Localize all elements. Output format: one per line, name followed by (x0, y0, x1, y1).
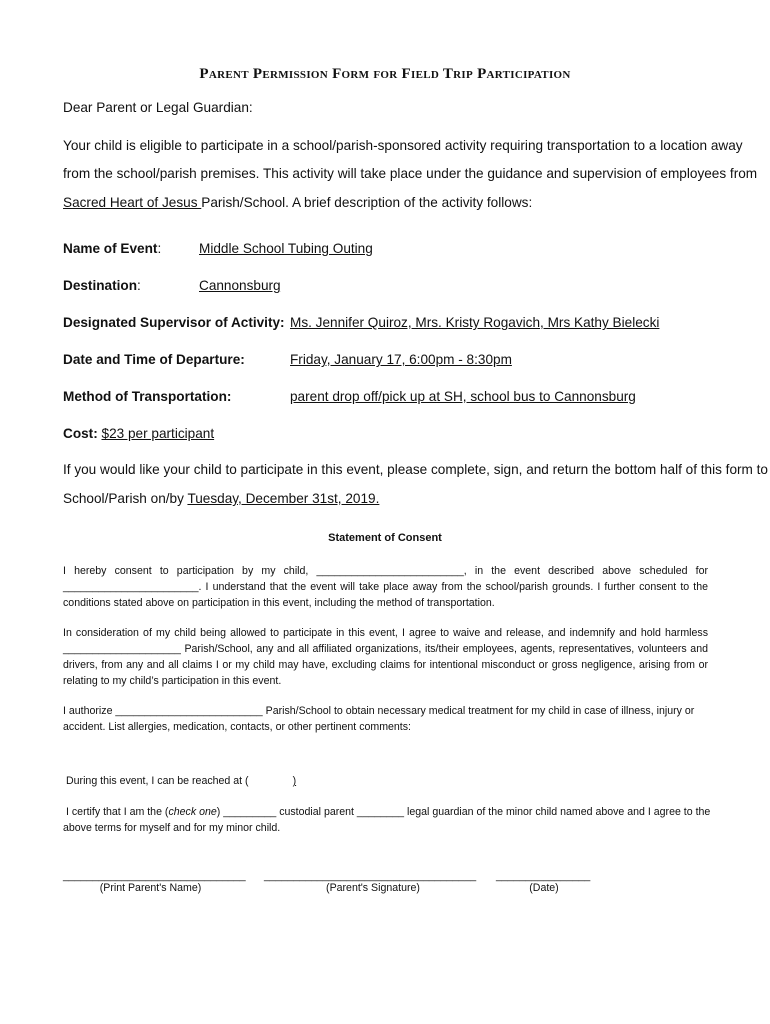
destination-label-row (63, 278, 141, 293)
certify-check-one: check one (168, 806, 217, 818)
certify-line-1 (66, 806, 711, 818)
consent-p3-line-1: I authorize _________________________ Parish/School to obtain necessary medical treatment for my child in case of illness, injury or (63, 705, 695, 717)
parent-name-line: _______________________________ (63, 870, 246, 882)
destination-label: Destination (63, 278, 138, 293)
transport-label: Method of Transportation: (63, 389, 232, 404)
intro-line-2: from the school/parish premises. This activity will take place under the guidance and supervision of employees from (63, 166, 758, 181)
instructions-line-1: If you would like your child to participate in this event, please complete, sign, and return the bottom half of this form to (63, 462, 768, 477)
parent-signature-caption: (Parent's Signature) (326, 882, 420, 894)
event-colon: : (157, 241, 162, 256)
transport-value: parent drop off/pick up at SH, school bus to Cannonsburg (290, 389, 636, 404)
certify-rest: ) _________ custodial parent ________ legal guardian of the minor child named above and I agree to the (216, 806, 711, 818)
event-label: Name of Event (63, 241, 158, 256)
intro-line-3 (63, 195, 532, 210)
parent-signature-line: ____________________________________ (264, 870, 477, 882)
consent-heading: Statement of Consent (328, 532, 442, 544)
consent-p2-line-1: In consideration of my child being allowed to participate in this event, I agree to waive and release, and indemnify and hold harmless (63, 627, 708, 639)
consent-p1-line-3: conditions stated above on participation in this event, including the method of transportation. (63, 597, 495, 609)
event-label-row (63, 241, 161, 256)
parent-name-caption: (Print Parent's Name) (99, 882, 202, 894)
certify-line-2: above terms for myself and for my minor child. (63, 822, 281, 834)
event-value: Middle School Tubing Outing (199, 241, 373, 256)
departure-value: Friday, January 17, 6:00pm - 8:30pm (290, 352, 512, 367)
date-line: ________________ (496, 870, 591, 882)
destination-value: Cannonsburg (199, 278, 281, 293)
intro-line-3-rest: Parish/School. A brief description of the activity follows: (201, 195, 533, 210)
cost-label: Cost: (63, 426, 102, 441)
consent-p1-line-2: _______________________. I understand that the event will take place away from the school/parish grounds. I further consent to the (63, 581, 708, 593)
consent-p2-line-2: ____________________ Parish/School, any and all affiliated organizations, its/their employees, agents, representatives, volunteers and (63, 643, 708, 655)
greeting: Dear Parent or Legal Guardian: (63, 100, 253, 115)
certify-prefix: I certify that I am the ( (66, 806, 169, 818)
consent-p2-line-3: drivers, from any and all claims I or my child may have, excluding claims for intentional misconduct or gross negligence, arising from or (63, 659, 708, 671)
departure-label: Date and Time of Departure: (63, 352, 245, 367)
cost-value: $23 per participant (101, 426, 215, 441)
destination-colon: : (137, 278, 141, 293)
contact-phone-suffix: ) (292, 775, 297, 787)
cost-row (63, 426, 214, 441)
consent-p2-line-4: relating to my child’s participation in this event. (63, 675, 282, 687)
intro-line-1: Your child is eligible to participate in a school/parish-sponsored activity requiring transportation to a location away (63, 138, 743, 153)
parish-name: Sacred Heart of Jesus (63, 195, 202, 210)
consent-p1-line-1: I hereby consent to participation by my child, _________________________, in the event described above scheduled for (63, 565, 708, 577)
consent-p3-line-2: accident. List allergies, medication, contacts, or other pertinent comments: (63, 721, 411, 733)
form-title: Parent Permission Form for Field Trip Participation (199, 66, 571, 82)
supervisor-value: Ms. Jennifer Quiroz, Mrs. Kristy Rogavich, Mrs Kathy Bielecki (290, 315, 660, 330)
supervisor-label: Designated Supervisor of Activity: (63, 315, 285, 330)
return-deadline: Tuesday, December 31st, 2019. (187, 491, 380, 506)
instructions-line-2 (63, 491, 379, 506)
contact-phone-prefix: During this event, I can be reached at ( (66, 775, 249, 787)
date-caption: (Date) (529, 882, 559, 894)
contact-phone-row (66, 775, 711, 787)
instructions-prefix: School/Parish on/by (63, 491, 188, 506)
